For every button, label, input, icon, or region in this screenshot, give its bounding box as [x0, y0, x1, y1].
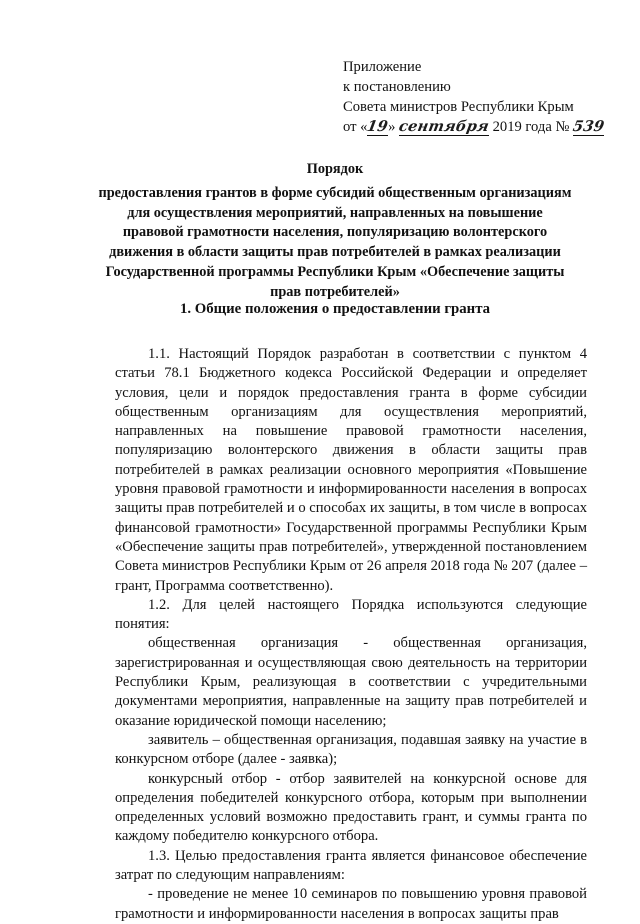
- handwritten-day: 19: [366, 118, 390, 135]
- paragraph-1-3: 1.3. Целью предоставления гранта является финансовое обеспечение затрат по следующим направлениям:: [115, 847, 587, 884]
- title-line: правовой грамотности населения, популяризацию волонтерского: [122, 224, 548, 241]
- handwritten-month: сентября: [397, 118, 491, 135]
- section-heading: 1. Общие положения о предоставлении гранта: [179, 301, 491, 317]
- paragraph-1-1: 1.1. Настоящий Порядок разработан в соответствии с пунктом 4 статьи 78.1 Бюджетного кодекса Российской Федерации и определяет условия, цели и порядок предоставления гранта в форме субсидии общественным организациям для осуществления мероприятий, направленных на повышение правовой грамотности населения, популяризацию волонтерского движения в области защиты прав потребителей в рамках реализации основного мероприятия «Повышение уровня правовой грамотности и информированности населения в вопросах защиты прав потребителей и о способах их защиты, в том числе в вопросах финансовой грамотности» Государственной программы Республики Крым «Обеспечение защиты прав потребителей», утвержденной постановлением Совета министров Республики Крым от 26 апреля 2018 года № 207 (далее – грант, Программа соответственно).: [115, 346, 587, 594]
- title-heading: Порядок: [306, 161, 364, 177]
- definition-applicant: заявитель – общественная организация, подавшая заявку на участие в конкурсном отборе (далее - заявка);: [115, 731, 587, 768]
- date-suffix: 2019 года №: [492, 119, 570, 135]
- title-line: движения в области защиты прав потребителей в рамках реализации: [109, 244, 561, 261]
- date-prefix: от «: [343, 119, 368, 135]
- definition-public-organization: общественная организация - общественная организация, зарегистрированная и осуществляющая свою деятельность на территории Республики Крым, реализующая в соответствии с учредительными документами мероприятия, направленные на защиту прав потребителей и оказание юридической помощи населению;: [115, 635, 587, 729]
- document-body: [115, 345, 587, 924]
- handwritten-number: 539: [571, 118, 606, 135]
- title-line: предоставления грантов в форме субсидий общественным организациям: [98, 184, 572, 201]
- appendix-label: Приложение: [343, 59, 422, 75]
- definition-competitive-selection: конкурсный отбор - отбор заявителей на конкурсной основе для определения победителей конкурсного отбора, которым при выполнении определенных условий возможно предоставить грант, и суммы гранта по каждому победителю конкурсного отбора.: [115, 770, 587, 845]
- appendix-issuer: Совета министров Республики Крым: [343, 99, 574, 115]
- title-line: прав потребителей»: [270, 283, 400, 300]
- list-item: - проведение не менее 10 семинаров по повышению уровня правовой грамотности и информированности населения в вопросах защиты прав: [115, 886, 587, 922]
- paragraph-1-2: 1.2. Для целей настоящего Порядка используются следующие понятия:: [115, 596, 587, 633]
- document-title: [80, 160, 590, 303]
- title-line: для осуществления мероприятий, направленных на повышение: [127, 204, 543, 221]
- appendix-block: [343, 57, 628, 137]
- title-line: Государственной программы Республики Крым «Обеспечение защиты: [105, 263, 565, 280]
- appendix-resolution: к постановлению: [343, 79, 451, 95]
- appendix-date-line: от «19» сентября 2019 года № 539: [343, 118, 606, 135]
